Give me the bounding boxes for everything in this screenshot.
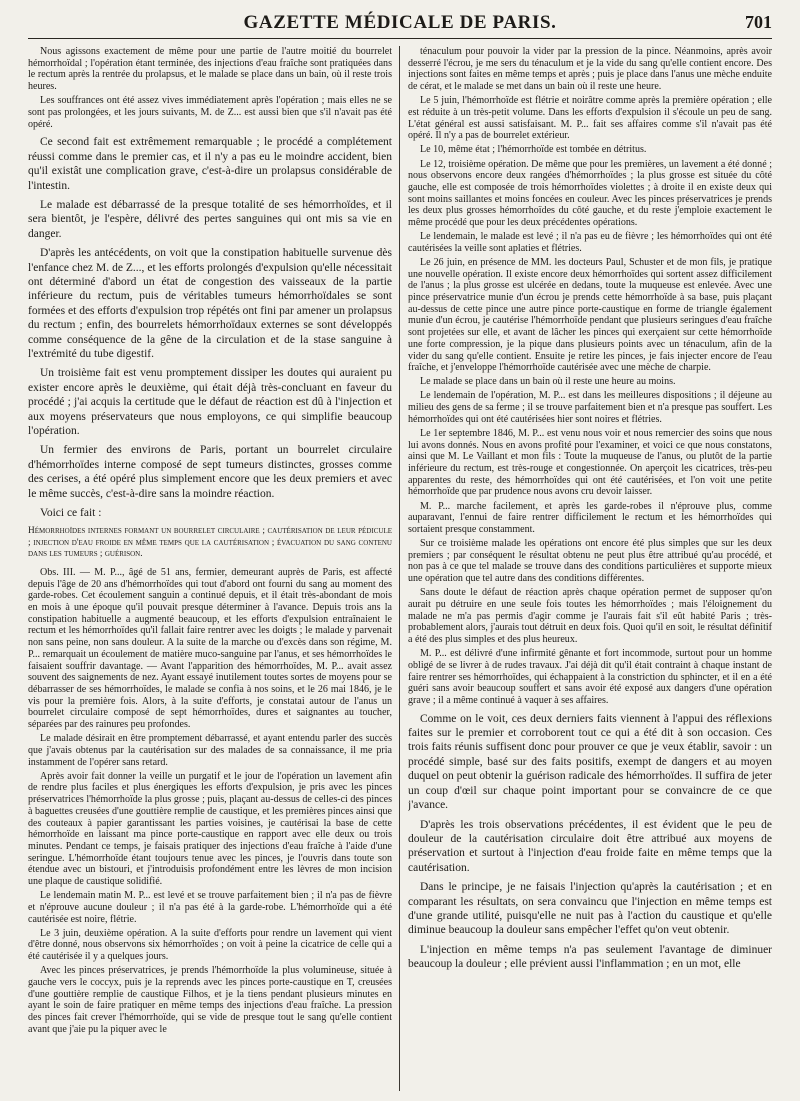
paragraph: Dans le principe, je ne faisais l'injection qu'après la cautérisation ; et en comparant les résultats, on sera convaincu que l'injection en même temps est d'une grande utilité, puisqu'elle ne nuit pas à l'action du caustique et qu'elle diminue beaucoup la douleur sans empêcher l'effet qu'on veut obtenir. bbox=[408, 881, 772, 937]
column-divider bbox=[399, 46, 400, 1091]
paragraph: Le lendemain de l'opération, M. P... est dans les meilleures dispositions ; il déjeune au milieu des gens de sa ferme ; il se trouve parfaitement bien et n'a presque pas souffert. Les hémorrhoïdes qui ont été cautérisées hier sont noires et flétries. bbox=[408, 390, 772, 425]
paragraph: Le 26 juin, en présence de MM. les docteurs Paul, Schuster et de mon fils, je pratique une nouvelle opération. Il existe encore deux hémorrhoïdes qui sortent assez difficilement de l'anus ; la plus grosse est ulcérée en dedans, toute la muqueuse est enlevée. Avec une pince préservatrice munie d'un écrou je prends cette hémorrhoïde à sa base, puis plaçant au-dessus de cette pince une autre pince porte-caustique en forme de triangle également munie d'un écrou, je cautérise l'hémorrhoïde pendant que plusieurs seringues d'eau fraîche sont projetées sur elle, et avant de lâcher les pinces qui exerçaient sur cette hémorrhoïde une forte compression, je la pique dans plusieurs points avec un ténaculum, afin de la vider du sang qu'elle contient. Ensuite je retire les pinces, je fais injecter encore de l'eau fraîche, et j'enveloppe l'hémorrhoïde cautérisée avec une mèche de charpie. bbox=[408, 256, 772, 374]
right-column bbox=[408, 46, 772, 1091]
paragraph: L'injection en même temps n'a pas seulement l'avantage de diminuer beaucoup la douleur ; elle prévient aussi l'inflammation ; en un mot, elle bbox=[408, 943, 772, 971]
paragraph: D'après les antécédents, on voit que la constipation habituelle survenue dès l'enfance chez M. de Z..., et les efforts prolongés d'expulsion qu'elle nécessitait ont déterminé d'abord un état de congestion des vaisseaux de la partie inférieure du rectum, puis de véritables tumeurs hémorrhoïdales se sont formées et des efforts d'expulsion trop répétés ont fini par amener un prolapsus du rectum ; enfin, des bourrelets hémorrhoïdaux externes se sont développés comme conséquence de la gêne de la circulation et de la stase sanguine à l'extrémité du tube digestif. bbox=[28, 247, 392, 360]
paragraph: Voici ce fait : bbox=[40, 507, 102, 520]
paragraph: Le 3 juin, deuxième opération. A la suite d'efforts pour rendre un lavement qui vient d'être donné, nous observons six hémorrhoïdes ; on voit à peine la cicatrice de celle qui a été cautérisée il y a quelques jours. bbox=[28, 927, 392, 963]
paragraph: Le malade est débarrassé de la presque totalité de ses hémorrhoïdes, et il sera bientôt, je l'espère, délivré des pertes sanguines qui ont mis sa vie en danger. bbox=[28, 198, 392, 240]
paragraph: Nous agissons exactement de même pour une partie de l'autre moitié du bourrelet hémorrhoïdal ; l'opération étant terminée, des injections d'eau fraîche sont pratiquées dans le rectum après la rentrée du prolapsus, et le malade se place dans un bain, où il reste trois heures. bbox=[28, 46, 392, 93]
paragraph: Le 5 juin, l'hémorrhoïde est flétrie et noirâtre comme après la première opération ; elle est réduite à un très-petit volume. Dans les efforts d'expulsion il s'écoule un peu de sang. L'état général est aussi satisfaisant. M. P... fait ses affaires comme s'il n'avait pas été opéré. Il n'y a pas de bourrelet extérieur. bbox=[408, 95, 772, 142]
paragraph: Le 10, même état ; l'hémorrhoïde est tombée en détritus. bbox=[420, 144, 647, 156]
paragraph: Le malade se place dans un bain où il reste une heure au moins. bbox=[420, 376, 676, 388]
paragraph: Hémorrhoïdes internes formant un bourrelet circulaire ; cautérisation de leur pédicule ; injection d'eau froide en même temps que la cautérisation ; évacuation du sang contenu dans les tumeurs ; guérison. bbox=[28, 526, 392, 560]
paragraph: Sur ce troisième malade les opérations ont encore été plus simples que sur les deux premiers ; par conséquent le résultat obtenu ne peut plus être attribué qu'au procédé, et non pas à ce que tel malade se trouve dans des conditions particulières et supporte mieux une opération que tel autre dans des conditions différentes. bbox=[408, 538, 772, 585]
paragraph: Après avoir fait donner la veille un purgatif et le jour de l'opération un lavement afin de rendre plus faciles et plus énergiques les efforts d'expulsion, je pris avec les pinces préservatrices l'hémorrhoïde la plus grosse ; puis, plaçant au-dessus de celles-ci des pinces à baguettes creusées d'une gouttière remplie de caustique, et les premières pinces ainsi que des couteaux à papier garantissant les parties voisines, je cautérisai la base de cette hémorrhoïde en laissant ma pince porte-caustique en rapport avec elle deux ou trois minutes. Pendant ce temps, je faisais pratiquer des injections d'eau fraîche à l'aide d'une seringue. L'hémorrhoïde étant toujours tenue avec les pinces, je l'ouvris dans toute son étendue avec un bistouri, et j'introduisis profondément entre les lèvres de mon incision une plaque de caustique solidifié. bbox=[28, 770, 392, 888]
page-header bbox=[28, 12, 772, 39]
article-body bbox=[28, 46, 772, 1091]
paragraph: Sans doute le défaut de réaction après chaque opération permet de supposer qu'on aurait pu détruire en une seule fois toutes les hémorrhoïdes ; mais l'éloignement du malade ne m'a pas permis d'agir comme je l'aurais fait s'il eût habité Paris ; très-probablement alors, j'aurais tout détruit en deux fois. Quoi qu'il en soit, le résultat définitif a été des plus simples et des plus heureux. bbox=[408, 587, 772, 646]
paragraph: D'après les trois observations précédentes, il est évident que le peu de douleur de la cautérisation circulaire doit être attribué aux moyens de préservation et surtout à l'injection d'eau froide faite en même temps que la cautérisation. bbox=[408, 818, 772, 874]
paragraph: Le 12, troisième opération. De même que pour les premières, un lavement a été donné ; nous observons encore deux rangées d'hémorrhoïdes ; la plus grosse est située du côté gauche, elle est composée de trois hémorrhoïdes violettes ; à droite il en existe deux qui sont moins saillantes et moins foncées en couleur. Avec les pinces préservatrices je prends les deux plus grosses hémorrhoïdes du côté gauche, et du reste j'emploie exactement le même procédé que pour les deux précédentes opérations. bbox=[408, 158, 772, 229]
paragraph: Le lendemain matin M. P... est levé et se trouve parfaitement bien ; il n'a pas de fièvre et n'éprouve aucune douleur ; il n'a pas été à la garde-robe. L'hémorrhoïde qui a été cautérisée est noire, flétrie. bbox=[28, 890, 392, 925]
paragraph: Comme on le voit, ces deux derniers faits viennent à l'appui des réflexions faites sur le premier et corroborent tout ce qui a été dit à son occasion. Ces trois faits réunis suffisent donc pour prouver ce que je veux établir, savoir : un procédé simple, basé sur des faits positifs, exempt de dangers et au moyen duquel on peut obtenir la guérison radicale des hémorrhoïdes. Il suffira de jeter un coup d'œil sur chaque point important pour se convaincre de ce que j'avance. bbox=[408, 712, 772, 812]
paragraph: M. P... marche facilement, et après les garde-robes il n'éprouve plus, comme auparavant, l'ennui de faire rentrer difficilement le rectum et les hémorrhoïdes qui sortaient presque constamment. bbox=[408, 500, 772, 535]
paragraph: Avec les pinces préservatrices, je prends l'hémorrhoïde la plus volumineuse, située à gauche vers le coccyx, puis je la reprends avec les pinces porte-caustique en T, creusées d'une gouttière remplie de caustique Filhos, et je la tiens pendant plusieurs minutes en ayant le soin de faire pratiquer en même temps des injections d'eau fraîche. La pression des pinces fait crever l'hémorrhoïde, qui se vide de presque tout le sang qu'elle contient avant que j'aie pu la piquer avec le bbox=[28, 965, 392, 1035]
paragraph: Ce second fait est extrêmement remarquable ; le procédé a complétement réussi comme dans le premier cas, et il n'y a pas eu le moindre accident, bien qu'il existât une complication grave, c'est-à-dire un prolapsus considérable de l'intestin. bbox=[28, 136, 392, 192]
paragraph: Le 1er septembre 1846, M. P... est venu nous voir et nous remercier des soins que nous lui avons donnés. Nous en avons profité pour l'examiner, et voici ce que nous constatons, ainsi que M. Le Vaillant et mon fils : Toute la muqueuse de l'anus, ou plutôt de la partie inférieure du rectum, est très-rouge et congestionnée. On aperçoit les cicatrices, très-peu apparentes du reste, des hémorrhoïdes qui ont été cautérisées, et l'on voit une petite hémorrhoïde que par prudence nous avons cru devoir laisser. bbox=[408, 427, 772, 498]
paragraph: Les souffrances ont été assez vives immédiatement après l'opération ; mais elles ne se sont pas prolongées, et les jours suivants, M. de Z... est aussi bien que s'il n'avait pas été opéré. bbox=[28, 95, 392, 130]
paragraph: ténaculum pour pouvoir la vider par la pression de la pince. Néanmoins, après avoir desserré l'écrou, je me sers du ténaculum et je la vide du sang qu'elle contient encore. Des injections sont faites en même temps et après ; puis je place dans l'anus une mèche enduite de cérat, et le malade se met dans un bain où il reste une heure. bbox=[408, 46, 772, 93]
paragraph: Le malade désirait en être promptement débarrassé, et ayant entendu parler des succès que j'avais obtenus par la cautérisation sur des malades de sa connaissance, il me pria instamment de l'opérer sans retard. bbox=[28, 733, 392, 768]
page-number: 701 bbox=[745, 12, 772, 32]
paragraph: Un fermier des environs de Paris, portant un bourrelet circulaire d'hémorrhoïdes interne composé de sept tumeurs distinctes, grosses comme des cerises, a été opéré plus simplement encore que les deux premiers et avec le même succès, c'est-à-dire sans la moindre réaction. bbox=[28, 444, 392, 500]
paragraph: Obs. III. — M. P..., âgé de 51 ans, fermier, demeurant auprès de Paris, est affecté depuis l'âge de 20 ans d'hémorrhoïdes qui tout d'abord ont fourni du sang au moment des garde-robes. Cet écoulement sanguin a continué depuis, et il était très-abondant de mois en mois à une époque qu'il pouvait presque déterminer à l'avance. Depuis trois ans la constipation habituelle a augmenté beaucoup, et les efforts d'expulsion entraînaient le rectum et les hémorrhoïdes qu'il fallait faire rentrer avec les doigts ; le malade y parvenait non sans peine, non sans douleur. A la suite de la marche ou d'excès dans son régime, M. P... remarquait un écoulement de matière muco-sanguine par l'anus, et ses hémorrhoïdes le faisaient souffrir davantage. — Avant l'apparition des hémorrhoïdes, M. P... avait assez souvent des saignements de nez. Ayant essayé inutilement toutes sortes de moyens pour se débarrasser de ses hémorrhoïdes, le malade se confia à nos soins, et le 26 mai 1846, je le vis pour la première fois. Alors, à la suite d'efforts, je constatai autour de l'anus un bourrelet circulaire composé de sept hémorrhoïdes, dures et saignantes au toucher, séparées par des rainures peu profondes. bbox=[28, 566, 392, 731]
running-title: GAZETTE MÉDICALE DE PARIS. bbox=[243, 12, 557, 33]
paragraph: Le lendemain, le malade est levé ; il n'a pas eu de fièvre ; les hémorrhoïdes qui ont été cautérisées la veille sont aplaties et flétries. bbox=[408, 231, 772, 254]
paragraph: M. P... est délivré d'une infirmité gênante et fort incommode, surtout pour un homme obligé de se livrer à de rudes travaux. J'ai déjà dit qu'il était contraint à chaque instant de faire rentrer ses hémorrhoïdes, qui échappaient à la constriction du sphincter, et il en a été guéri sans avoir beaucoup souffert et sans avoir été exposé aux dangers d'une opération grave ; il a même continué à vaquer à ses affaires. bbox=[408, 648, 772, 706]
left-column bbox=[28, 46, 392, 1091]
paragraph: Un troisième fait est venu promptement dissiper les doutes qui auraient pu exister encore après le deuxième, qui était déjà très-concluant en faveur du procédé ; j'ai acquis la certitude que le défaut de réaction est dû à l'injection et aux moyens préservateurs que nous employons, ce qui simplifie beaucoup l'opération. bbox=[28, 367, 392, 438]
